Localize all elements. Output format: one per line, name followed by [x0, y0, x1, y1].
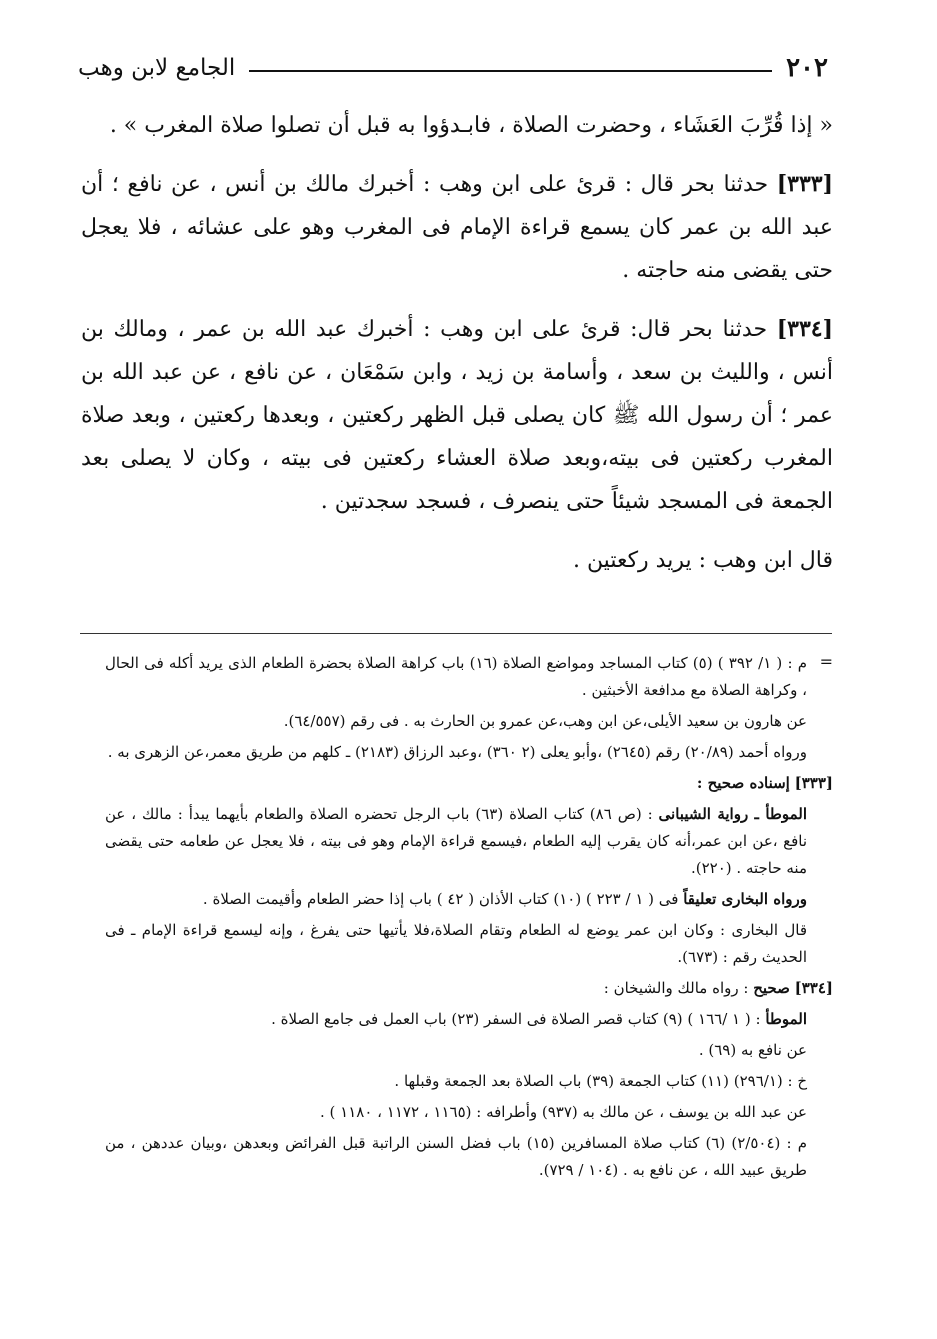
footnote-line: عن نافع به (٦٩) .	[698, 1041, 807, 1059]
footnote-line	[105, 801, 833, 882]
hadith-text: حدثنا بحر قال : قرئ على ابن وهب : أخبرك مالك بن أنس ، عن نافع ؛ أن عبد الله بن عمر كان يسمع قراءة الإمام فى المغرب وهو على عشائه ، فلا يعجل حتى يقضى منه حاجته .	[81, 172, 833, 283]
footnotes	[105, 650, 833, 1188]
footnote-line: خ : (٢٩٦/١) (١١) كتاب الجمعة (٣٩) باب الصلاة بعد الجمعة وقبلها .	[394, 1072, 807, 1090]
running-title: الجامع لابن وهب	[78, 55, 236, 81]
footnote-heading-334	[105, 975, 833, 1002]
source-text: : ( ١ /١٦٦ ) (٩) كتاب قصر الصلاة فى السفر (٢٣) باب العمل فى جامع الصلاة .	[271, 1010, 766, 1028]
source-name: ورواه البخارى تعليقاً	[683, 890, 807, 908]
source-text: فى ( ١ / ٢٢٣ ) (١٠) كتاب الأذان ( ٤٢ ) باب إذا حضر الطعام وأقيمت الصلاة .	[202, 890, 684, 908]
footnote-ref-number: [٣٣٤]	[794, 979, 833, 997]
footnote-line	[105, 1006, 833, 1033]
footnote-ref-number: [٣٣٣]	[794, 774, 833, 792]
footnote-line: عن عبد الله بن يوسف ، عن مالك به (٩٣٧) وأطرافه : (١١٦٥ ، ١١٧٢ ، ١١٨٠ ) .	[320, 1103, 807, 1121]
hadith-334-comment: قال ابن وهب : يريد ركعتين .	[572, 548, 833, 573]
footnote-grade: صحيح	[753, 979, 790, 997]
hadith-number: [٣٣٤]	[776, 316, 833, 342]
page-number: ٢٠٢	[786, 53, 828, 83]
footnote-line: م : ( ١/ ٣٩٢ ) (٥) كتاب المساجد ومواضع الصلاة (١٦) باب كراهة الصلاة بحضرة الطعام الذى يريد أكله فى الحال ، وكراهة الصلاة مع مدافعة الأخبثين .	[105, 654, 807, 699]
main-text	[81, 104, 833, 598]
hadith-334	[81, 308, 833, 523]
footnote-grade: إسناده صحيح :	[696, 774, 790, 792]
page-header	[78, 48, 828, 88]
paragraph-continuation: « إذا قُرِّبَ العَشَاء ، وحضرت الصلاة ، فابـدؤوا به قبل أن تصلوا صلاة المغرب » .	[109, 113, 833, 138]
hadith-text: حدثنا بحر قال: قرئ على ابن وهب : أخبرك عبد الله بن عمر ، ومالك بن أنس ، والليث بن سعد ، وأسامة بن زيد ، وابن سَمْعَان ، عن نافع ، عن عبد الله بن عمر ؛ أن رسول الله ﷺ كان يصلى قبل الظهر ركعتين ، وبعدها ركعتين ، وبعد صلاة المغرب ركعتين فى بيته،وبعد صلاة العشاء ركعتين فى بيته ، وكان لا يصلى بعد الجمعة فى المسجد شيئاً حتى ينصرف ، فسجد سجدتين .	[81, 317, 833, 514]
header-rule	[249, 70, 772, 72]
footnote-heading-333	[105, 770, 833, 797]
continuation-mark: =	[819, 652, 833, 671]
footnote-grade-text: : رواه مالك والشيخان :	[603, 979, 754, 997]
footnote-line: ورواه أحمد (٢٠/٨٩) رقم (٢٦٤٥) ،وأبو يعلى (٢ ٣٦٠) ،وعبد الرزاق (٢١٨٣) ـ كلهم من طريق معمر،عن الزهرى به .	[107, 743, 807, 761]
source-name: الموطأ ـ رواية الشيبانى	[658, 805, 807, 823]
hadith-number: [٣٣٣]	[776, 171, 833, 197]
hadith-333	[81, 163, 833, 292]
source-name: الموطأ	[765, 1010, 807, 1028]
source-text: : (ص ٨٦) كتاب الصلاة (٦٣) باب الرجل تحضره الصلاة والطعام بأيهما يبدأ : مالك ، عن نافع ،عن ابن عمر،أنه كان يقرب إليه الطعام ،فيسمع قراءة الإمام وهو فى بيته ، فلا يعجل عن طعامه حتى يقضى منه حاجته . (٢٢٠).	[105, 805, 807, 877]
footnote-line: قال البخارى : وكان ابن عمر يوضع له الطعام وتقام الصلاة،فلا يأتيها حتى يفرغ ، وإنه ليسمع قراءة الإمام ـ فى الحديث رقم : (٦٧٣).	[105, 921, 807, 966]
footnote-separator	[80, 633, 832, 634]
footnote-line: م : (٢/٥٠٤) (٦) كتاب صلاة المسافرين (١٥) باب فضل السنن الراتبة قبل الفرائض وبعدهن ،وبيان عددهن ، من طريق عبيد الله ، عن نافع به . (١٠٤ / ٧٢٩).	[105, 1134, 807, 1179]
footnote-line: عن هارون بن سعيد الأيلى،عن ابن وهب،عن عمرو بن الحارث به . فى رقم (٦٤/٥٥٧).	[283, 712, 807, 730]
footnote-line	[105, 886, 833, 913]
